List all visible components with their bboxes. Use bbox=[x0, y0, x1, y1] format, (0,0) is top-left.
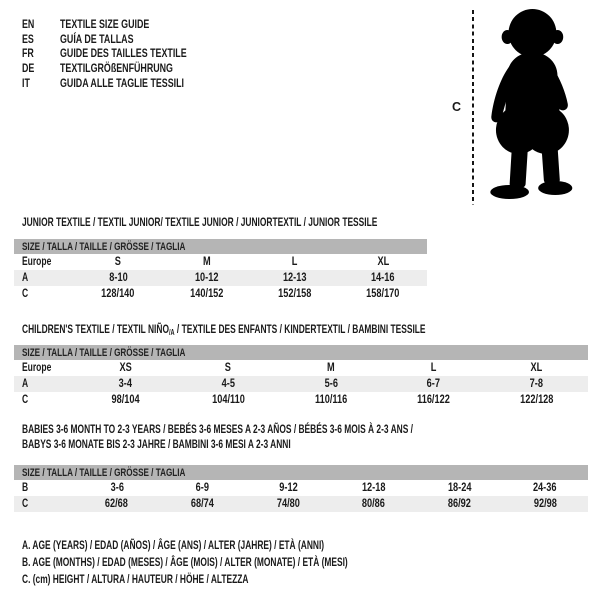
height-value: 116/122 bbox=[417, 394, 451, 406]
age-value: 14-16 bbox=[371, 272, 395, 284]
row-label: C bbox=[22, 498, 29, 510]
height-value: 92/98 bbox=[533, 498, 557, 510]
height-measure-label: C bbox=[452, 100, 462, 114]
language-row-it bbox=[22, 75, 231, 90]
legend-height-cm: C. (cm) HEIGHT / ALTURA / HAUTEUR / HÖHE / ALTEZZA bbox=[22, 571, 249, 586]
language-row-en bbox=[22, 17, 231, 32]
height-value: 74/80 bbox=[276, 498, 300, 510]
size-value: S bbox=[115, 256, 122, 268]
row-label: A bbox=[22, 272, 29, 284]
age-value: 6-7 bbox=[427, 378, 441, 390]
language-code: EN bbox=[22, 17, 35, 32]
height-value: 140/152 bbox=[189, 288, 223, 300]
junior-row-height bbox=[14, 286, 427, 302]
row-label: B bbox=[22, 482, 29, 494]
age-value: 4-5 bbox=[221, 378, 235, 390]
babies-section-title bbox=[22, 422, 581, 452]
size-value: XL bbox=[376, 256, 389, 268]
height-value: 80/86 bbox=[362, 498, 386, 510]
size-value: L bbox=[430, 362, 437, 374]
age-value: 5-6 bbox=[324, 378, 338, 390]
height-value: 104/110 bbox=[211, 394, 245, 406]
junior-section-title: JUNIOR TEXTILE / TEXTIL JUNIOR/ TEXTILE JUNIOR / JUNIORTEXTIL / JUNIOR TESSILE bbox=[22, 215, 378, 229]
language-row-fr bbox=[22, 46, 231, 61]
language-row-de bbox=[22, 61, 231, 76]
age-value: 12-13 bbox=[282, 272, 307, 284]
height-value: 62/68 bbox=[105, 498, 129, 510]
age-value: 3-4 bbox=[118, 378, 133, 390]
months-value: 24-36 bbox=[533, 482, 557, 494]
children-size-table bbox=[14, 345, 588, 408]
size-header-label: SIZE / TALLA / TAILLE / GRÖSSE / TAGLIA bbox=[22, 240, 186, 253]
months-value: 6-9 bbox=[195, 482, 210, 494]
legend-age-years: A. AGE (YEARS) / EDAD (AÑOS) / ÂGE (ANS) / ALTER (JAHRE) / ETÀ (ANNI) bbox=[22, 537, 325, 552]
months-value: 18-24 bbox=[447, 482, 472, 494]
height-value: 98/104 bbox=[111, 394, 140, 406]
language-code: ES bbox=[22, 31, 34, 46]
junior-row-europe bbox=[14, 254, 427, 270]
height-value: 86/92 bbox=[447, 498, 471, 510]
babies-size-table bbox=[14, 465, 588, 512]
language-code: DE bbox=[22, 61, 35, 76]
junior-row-age bbox=[14, 270, 427, 286]
language-code: FR bbox=[22, 46, 34, 61]
guide-title-de: TEXTILGRÖßENFÜHRUNG bbox=[60, 61, 173, 76]
guide-title-fr: GUIDE DES TAILLES TEXTILE bbox=[60, 46, 187, 61]
language-code: IT bbox=[22, 75, 30, 90]
row-label: Europe bbox=[22, 362, 52, 374]
size-value: M bbox=[327, 362, 335, 374]
months-value: 9-12 bbox=[278, 482, 298, 494]
baby-silhouette bbox=[480, 6, 594, 206]
children-row-europe bbox=[14, 360, 588, 376]
junior-size-header-band bbox=[14, 239, 427, 254]
babies-row-height bbox=[14, 496, 588, 512]
guide-title-en: TEXTILE SIZE GUIDE bbox=[60, 17, 150, 32]
junior-size-table bbox=[14, 239, 427, 302]
row-label: C bbox=[22, 288, 29, 300]
size-header-label: SIZE / TALLA / TAILLE / GRÖSSE / TAGLIA bbox=[22, 346, 186, 359]
row-label: Europe bbox=[22, 256, 52, 268]
children-size-header-band bbox=[14, 345, 588, 360]
row-label: A bbox=[22, 378, 29, 390]
legend-age-months: B. AGE (MONTHS) / EDAD (MESES) / ÂGE (MOIS) / ALTER (MONATE) / ETÀ (MESI) bbox=[22, 554, 348, 569]
height-value: 122/128 bbox=[519, 394, 554, 406]
nino-a-subscript: /A bbox=[168, 328, 175, 337]
height-value: 68/74 bbox=[190, 498, 214, 510]
age-value: 10-12 bbox=[194, 272, 219, 284]
babies-title-line2: BABYS 3-6 MONATE BIS 2-3 JAHRE / BAMBINI 3-6 MESI A 2-3 ANNI bbox=[22, 437, 291, 451]
size-value: XS bbox=[119, 362, 132, 374]
size-header-label: SIZE / TALLA / TAILLE / GRÖSSE / TAGLIA bbox=[22, 466, 186, 479]
children-section-title: CHILDREN'S TEXTILE / TEXTIL $NIÑO_{/A}$ / TEXTILE DES ENFANTS / KINDERTEXTIL / BAMBINI TESSILE bbox=[22, 322, 426, 337]
height-measure-dashed-line bbox=[472, 10, 474, 205]
measurement-legend bbox=[22, 536, 487, 587]
row-label: C bbox=[22, 394, 29, 406]
size-value: S bbox=[225, 362, 232, 374]
months-value: 12-18 bbox=[362, 482, 386, 494]
height-value: 152/158 bbox=[277, 288, 312, 300]
guide-title-es: GUÍA DE TALLAS bbox=[60, 31, 134, 46]
age-value: 7-8 bbox=[529, 378, 544, 390]
height-value: 128/140 bbox=[101, 288, 135, 300]
children-row-age bbox=[14, 376, 588, 392]
size-value: L bbox=[291, 256, 298, 268]
babies-title-line1: BABIES 3-6 MONTH TO 2-3 YEARS / BEBÉS 3-6 MESES A 2-3 AÑOS / BÉBÉS 3-6 MOIS À 2-3 ANS / bbox=[22, 422, 414, 436]
language-row-es bbox=[22, 32, 231, 47]
age-value: 8-10 bbox=[108, 272, 128, 284]
size-value: M bbox=[202, 256, 211, 268]
guide-title-it: GUIDA ALLE TAGLIE TESSILI bbox=[60, 75, 184, 90]
height-value: 110/116 bbox=[314, 394, 348, 406]
language-header bbox=[22, 17, 231, 90]
months-value: 3-6 bbox=[110, 482, 124, 494]
height-value: 158/170 bbox=[366, 288, 400, 300]
children-row-height bbox=[14, 392, 588, 408]
babies-size-header-band bbox=[14, 465, 588, 480]
size-value: XL bbox=[530, 362, 543, 374]
babies-row-months bbox=[14, 480, 588, 496]
